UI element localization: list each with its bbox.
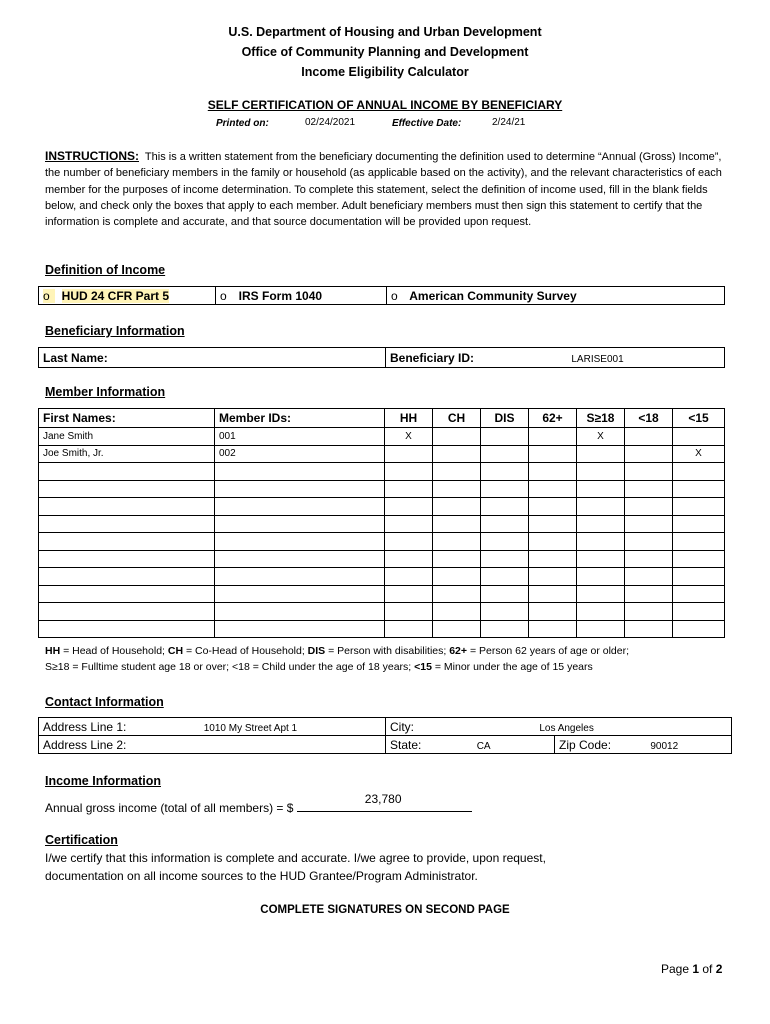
state-label: State: [390, 737, 422, 752]
beneficiary-id-label: Beneficiary ID: [390, 350, 475, 365]
member-cell-dis[interactable] [481, 550, 529, 568]
member-cell-dis[interactable] [481, 585, 529, 603]
address-line1-field[interactable] [39, 718, 386, 736]
member-cell-hh[interactable] [385, 620, 433, 638]
member-cell-dis[interactable] [481, 568, 529, 586]
member-cell-under-18[interactable] [625, 533, 673, 551]
radio-icon[interactable]: o [43, 289, 55, 303]
signature-note: COMPLETE SIGNATURES ON SECOND PAGE [260, 904, 510, 916]
member-row [39, 585, 725, 603]
member-cell-student-18[interactable] [577, 498, 625, 516]
member-cell-under-18[interactable] [625, 568, 673, 586]
member-cell-student-18[interactable] [577, 550, 625, 568]
address-line2-field[interactable] [39, 736, 386, 754]
page-number [661, 962, 722, 976]
member-cell-dis[interactable] [481, 620, 529, 638]
income-label: Annual gross income (total of all members) = $ [45, 801, 294, 815]
member-cell-member-id[interactable]: 001 [215, 428, 385, 446]
member-cell-ch[interactable] [433, 568, 481, 586]
member-cell-62-plus[interactable] [529, 445, 577, 463]
member-cell-ch[interactable] [433, 603, 481, 621]
member-cell-hh[interactable] [385, 498, 433, 516]
member-cell-first-name[interactable] [39, 498, 215, 516]
member-cell-first-name[interactable] [39, 515, 215, 533]
legend-desc: = Co-Head of Household; [183, 645, 308, 657]
member-cell-student-18[interactable] [577, 533, 625, 551]
member-row [39, 603, 725, 621]
legend-abbr: HH [45, 645, 61, 657]
member-table [38, 408, 725, 638]
member-cell-first-name[interactable]: Joe Smith, Jr. [39, 445, 215, 463]
member-header-row [39, 409, 725, 428]
member-cell-dis[interactable] [481, 515, 529, 533]
member-cell-ch[interactable] [433, 480, 481, 498]
member-cell-under-15[interactable] [673, 620, 725, 638]
member-cell-62-plus[interactable] [529, 585, 577, 603]
income-input[interactable] [297, 792, 472, 812]
member-cell-dis[interactable] [481, 603, 529, 621]
member-cell-member-id[interactable] [215, 515, 385, 533]
member-cell-first-name[interactable] [39, 480, 215, 498]
member-cell-student-18[interactable] [577, 480, 625, 498]
col-member-ids: Member IDs: [215, 409, 385, 428]
beneficiary-heading: Beneficiary Information [45, 324, 185, 338]
contact-heading: Contact Information [45, 695, 164, 709]
member-cell-62-plus[interactable] [529, 603, 577, 621]
member-cell-62-plus[interactable] [529, 463, 577, 481]
zip-label: Zip Code: [559, 737, 612, 752]
legend-desc: = Minor under the age of 15 years [431, 661, 593, 673]
member-cell-first-name[interactable] [39, 533, 215, 551]
form-title: SELF CERTIFICATION OF ANNUAL INCOME BY BENEFICIARY [207, 98, 563, 112]
member-cell-member-id[interactable] [215, 480, 385, 498]
definition-of-income-heading: Definition of Income [45, 263, 166, 277]
member-cell-dis[interactable] [481, 533, 529, 551]
member-cell-ch[interactable] [433, 550, 481, 568]
member-cell-ch[interactable] [433, 585, 481, 603]
member-cell-hh[interactable] [385, 603, 433, 621]
member-cell-member-id[interactable] [215, 498, 385, 516]
member-cell-under-15[interactable] [673, 498, 725, 516]
city-value: Los Angeles [539, 722, 594, 734]
member-cell-under-15[interactable] [673, 463, 725, 481]
option-hud-24-cfr[interactable] [39, 287, 216, 305]
member-row [39, 550, 725, 568]
member-legend-line1 [45, 645, 629, 657]
member-cell-hh[interactable]: X [385, 428, 433, 446]
member-cell-under-18[interactable] [625, 603, 673, 621]
member-cell-under-18[interactable] [625, 550, 673, 568]
member-cell-first-name[interactable] [39, 603, 215, 621]
member-cell-ch[interactable] [433, 463, 481, 481]
member-heading: Member Information [45, 385, 166, 399]
member-cell-under-18[interactable] [625, 515, 673, 533]
col-dis: DIS [481, 409, 529, 428]
certification-heading: Certification [45, 833, 118, 847]
legend-abbr: <15 [414, 661, 432, 673]
member-cell-under-18[interactable] [625, 428, 673, 446]
legend-desc: S≥18 = Fulltime student age 18 or over; <18 = Child under the age of 18 years; [45, 661, 415, 673]
page-word: Page [661, 962, 693, 976]
member-cell-62-plus[interactable] [529, 498, 577, 516]
member-cell-hh[interactable] [385, 533, 433, 551]
member-cell-ch[interactable] [433, 515, 481, 533]
member-cell-member-id[interactable]: 002 [215, 445, 385, 463]
col-student-18: S≥18 [577, 409, 625, 428]
option-label: HUD 24 CFR Part 5 [61, 288, 170, 303]
member-row [39, 480, 725, 498]
member-row [39, 445, 725, 463]
option-label: IRS Form 1040 [238, 288, 323, 303]
member-cell-hh[interactable] [385, 550, 433, 568]
member-cell-member-id[interactable] [215, 550, 385, 568]
member-cell-under-18[interactable] [625, 480, 673, 498]
legend-abbr: DIS [307, 645, 326, 657]
address-line2-label: Address Line 2: [43, 737, 127, 752]
instructions-text: This is a written statement from the beneficiary documenting the definition used to determine “Annual (Gross) Income”, the number of beneficiary members in the family or household (as applicable based on the activity), and the relevant characteristics of each member for the purposes of income determination. To complete this statement, select the definition of income used, fill in the blank fields below, and check only the boxes that apply to each member. Adult beneficiary members must then sign this statement to certify that the information is complete and accurate, and that source documentation will be provided upon request. [45, 151, 722, 229]
member-cell-hh[interactable] [385, 480, 433, 498]
beneficiary-id-field[interactable] [386, 348, 725, 368]
member-cell-hh[interactable] [385, 445, 433, 463]
member-cell-under-15[interactable] [673, 515, 725, 533]
legend-desc: = Person with disabilities; [325, 645, 450, 657]
of-word: of [699, 962, 716, 976]
page-current: 1 [692, 962, 700, 976]
last-name-label: Last Name: [43, 350, 108, 365]
radio-icon[interactable]: o [391, 288, 398, 303]
effective-date-label: Effective Date: [392, 118, 462, 129]
member-cell-member-id[interactable] [215, 463, 385, 481]
member-cell-under-15[interactable] [673, 585, 725, 603]
definition-of-income-table [38, 286, 725, 305]
radio-icon[interactable]: o [220, 288, 227, 303]
member-cell-hh[interactable] [385, 463, 433, 481]
member-row [39, 620, 725, 638]
printed-on-label: Printed on: [216, 118, 269, 129]
member-cell-student-18[interactable]: X [577, 428, 625, 446]
member-cell-under-15[interactable] [673, 603, 725, 621]
member-cell-ch[interactable] [433, 620, 481, 638]
member-cell-member-id[interactable] [215, 603, 385, 621]
printed-on-value: 02/24/2021 [305, 117, 356, 128]
member-cell-62-plus[interactable] [529, 428, 577, 446]
member-cell-62-plus[interactable] [529, 480, 577, 498]
col-ch: CH [433, 409, 481, 428]
instructions-label: INSTRUCTIONS: [45, 149, 139, 163]
member-row [39, 428, 725, 446]
member-cell-dis[interactable] [481, 498, 529, 516]
member-cell-first-name[interactable] [39, 568, 215, 586]
member-cell-first-name[interactable] [39, 463, 215, 481]
member-row [39, 498, 725, 516]
member-cell-62-plus[interactable] [529, 568, 577, 586]
col-under-15: <15 [673, 409, 725, 428]
effective-date-value: 2/24/21 [492, 117, 526, 128]
certification-line1: I/we certify that this information is complete and accurate. I/we agree to provide, upon request, [45, 851, 546, 865]
member-cell-dis[interactable] [481, 463, 529, 481]
member-cell-student-18[interactable] [577, 603, 625, 621]
option-label: American Community Survey [409, 288, 577, 303]
member-cell-hh[interactable] [385, 585, 433, 603]
member-cell-first-name[interactable] [39, 620, 215, 638]
member-cell-dis[interactable] [481, 428, 529, 446]
member-cell-dis[interactable] [481, 445, 529, 463]
member-cell-under-18[interactable] [625, 585, 673, 603]
member-cell-under-18[interactable] [625, 620, 673, 638]
address-line1-label: Address Line 1: [43, 719, 127, 734]
member-cell-student-18[interactable] [577, 515, 625, 533]
member-cell-ch[interactable] [433, 498, 481, 516]
member-cell-first-name[interactable]: Jane Smith [39, 428, 215, 446]
member-cell-under-18[interactable] [625, 498, 673, 516]
member-row [39, 568, 725, 586]
col-first-names: First Names: [39, 409, 215, 428]
member-cell-62-plus[interactable] [529, 515, 577, 533]
member-cell-student-18[interactable] [577, 445, 625, 463]
member-cell-first-name[interactable] [39, 550, 215, 568]
legend-abbr: CH [167, 645, 184, 657]
member-cell-member-id[interactable] [215, 533, 385, 551]
col-62-plus: 62+ [529, 409, 577, 428]
last-name-field[interactable] [39, 348, 386, 368]
page-total: 2 [715, 962, 723, 976]
beneficiary-id-value: LARISE001 [571, 353, 624, 365]
member-cell-member-id[interactable] [215, 585, 385, 603]
member-cell-student-18[interactable] [577, 463, 625, 481]
state-value: CA [476, 740, 491, 752]
beneficiary-table [38, 347, 725, 368]
member-cell-under-15[interactable] [673, 568, 725, 586]
member-cell-62-plus[interactable] [529, 620, 577, 638]
member-cell-member-id[interactable] [215, 620, 385, 638]
instructions [45, 148, 725, 230]
member-cell-under-15[interactable] [673, 480, 725, 498]
col-under-18: <18 [625, 409, 673, 428]
member-cell-62-plus[interactable] [529, 533, 577, 551]
zip-value: 90012 [650, 740, 679, 752]
member-cell-ch[interactable] [433, 533, 481, 551]
member-cell-dis[interactable] [481, 480, 529, 498]
address-line1-value: 1010 My Street Apt 1 [203, 722, 298, 734]
option-acs[interactable] [387, 287, 725, 305]
member-cell-under-15[interactable] [673, 533, 725, 551]
member-cell-under-18[interactable] [625, 445, 673, 463]
member-cell-student-18[interactable] [577, 620, 625, 638]
member-legend-line2 [45, 661, 593, 673]
member-cell-ch[interactable] [433, 445, 481, 463]
member-cell-first-name[interactable] [39, 585, 215, 603]
income-line [45, 792, 472, 815]
member-cell-hh[interactable] [385, 568, 433, 586]
option-irs-1040[interactable] [216, 287, 387, 305]
member-cell-62-plus[interactable] [529, 550, 577, 568]
member-cell-student-18[interactable] [577, 585, 625, 603]
legend-desc: = Head of Household; [60, 645, 168, 657]
member-row [39, 515, 725, 533]
legend-desc: = Person 62 years of age or older; [467, 645, 630, 657]
member-row [39, 463, 725, 481]
member-cell-hh[interactable] [385, 515, 433, 533]
legend-abbr: 62+ [449, 645, 468, 657]
member-cell-under-15[interactable]: X [673, 445, 725, 463]
member-cell-student-18[interactable] [577, 568, 625, 586]
col-hh: HH [385, 409, 433, 428]
member-cell-member-id[interactable] [215, 568, 385, 586]
income-value: 23,780 [364, 792, 402, 806]
certification-line2: documentation on all income sources to the HUD Grantee/Program Administrator. [45, 869, 478, 883]
contact-table [38, 717, 732, 754]
office-title: Office of Community Planning and Development [241, 45, 529, 59]
city-label: City: [390, 719, 414, 734]
city-field[interactable] [386, 718, 732, 736]
member-row [39, 533, 725, 551]
state-field[interactable] [386, 736, 555, 754]
zip-field[interactable] [555, 736, 732, 754]
agency-title: U.S. Department of Housing and Urban Development [228, 25, 542, 39]
member-cell-under-18[interactable] [625, 463, 673, 481]
member-cell-ch[interactable] [433, 428, 481, 446]
member-cell-under-15[interactable] [673, 428, 725, 446]
income-heading: Income Information [45, 774, 161, 788]
member-cell-under-15[interactable] [673, 550, 725, 568]
calculator-title: Income Eligibility Calculator [301, 65, 469, 79]
